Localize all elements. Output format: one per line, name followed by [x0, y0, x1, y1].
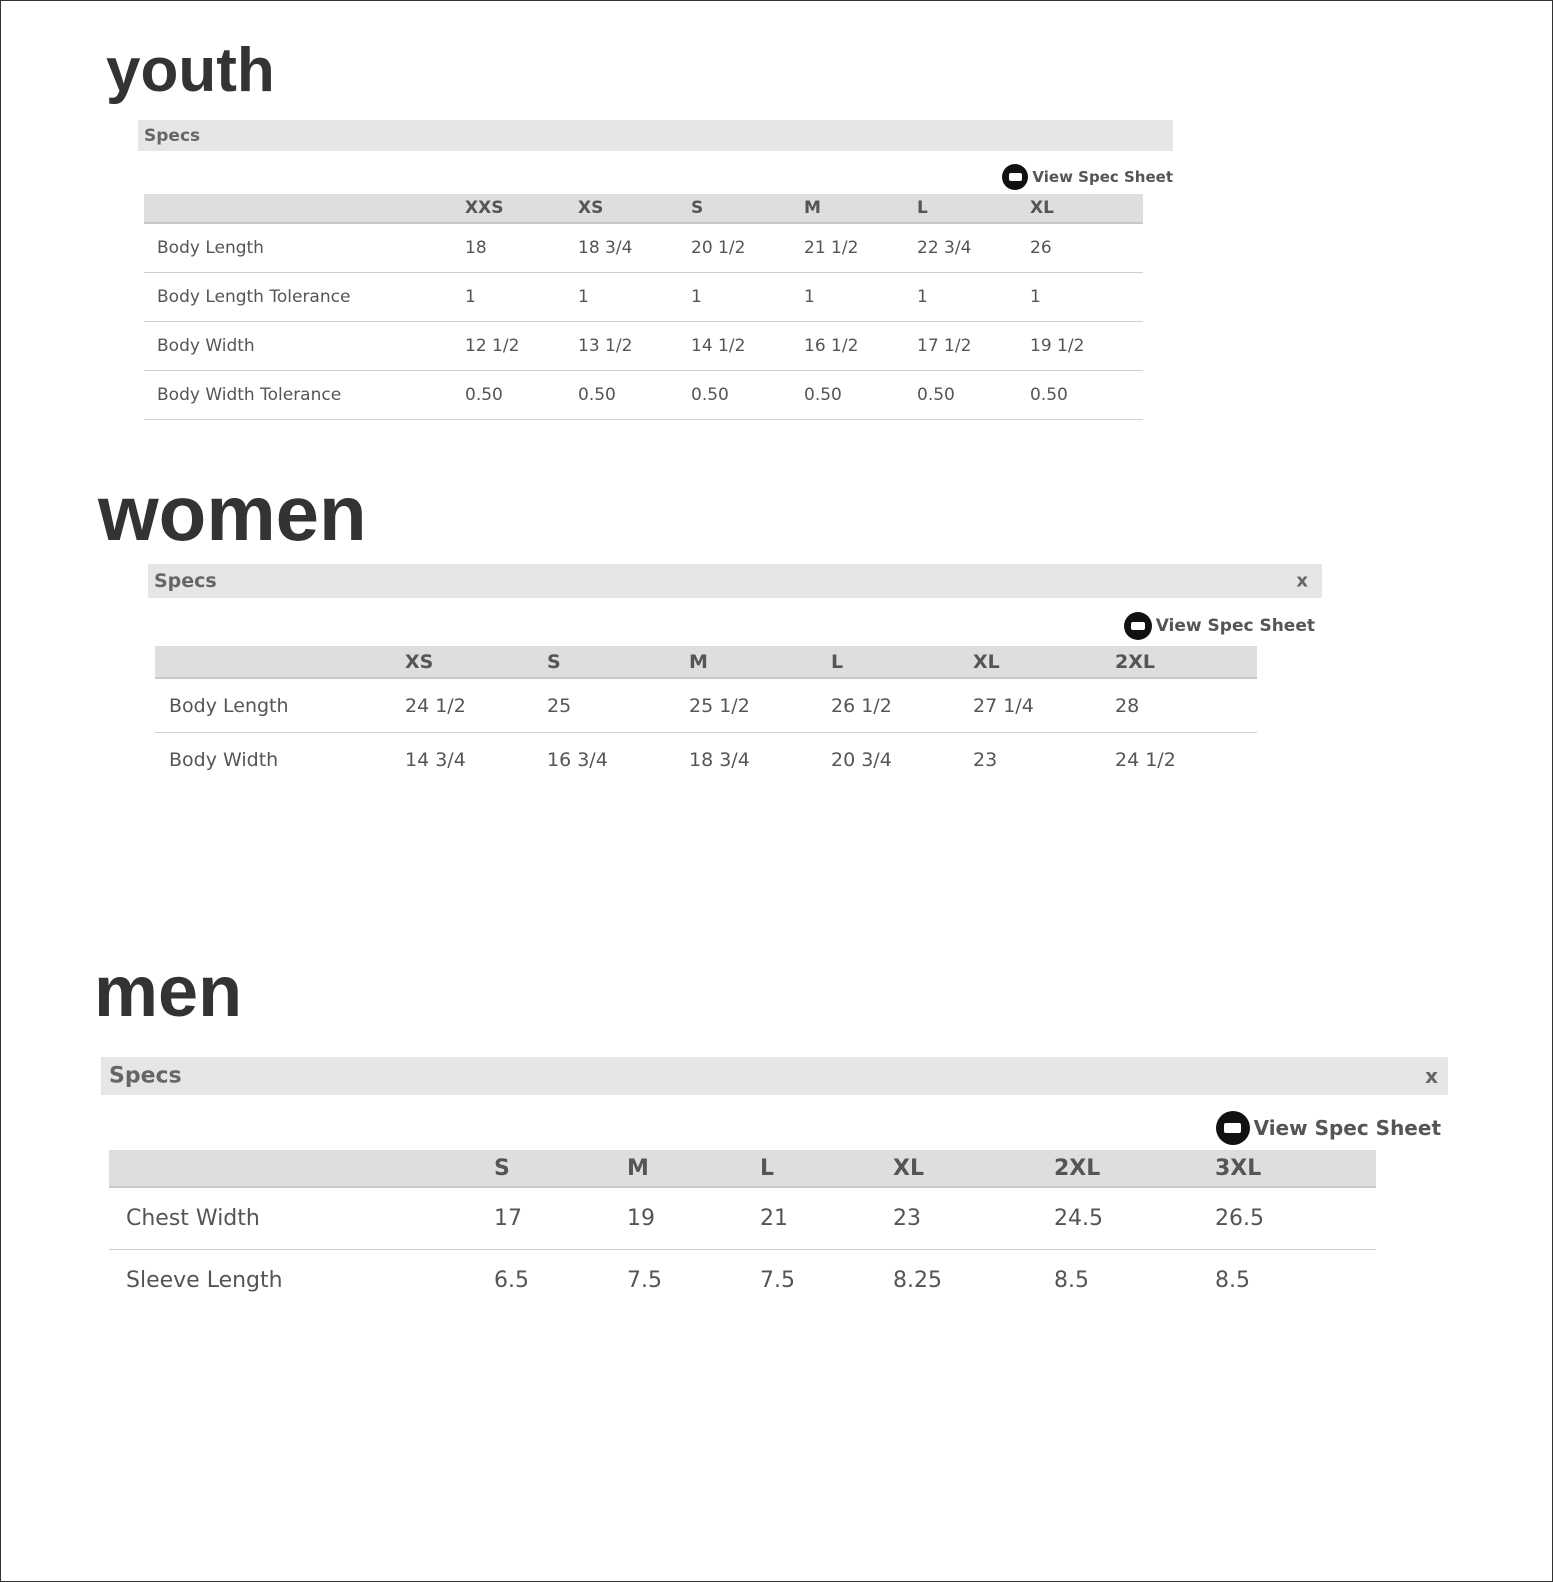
women-specs-panel: [148, 564, 1322, 914]
table-row: [109, 1187, 1376, 1250]
table-cell: 25 1/2: [689, 678, 831, 733]
table-row: [144, 223, 1143, 273]
table-cell: 1: [691, 273, 804, 322]
table-cell: 17 1/2: [917, 322, 1030, 371]
table-cell: 24 1/2: [405, 678, 547, 733]
row-label: Chest Width: [109, 1187, 494, 1250]
column-header: S: [691, 194, 804, 223]
row-label: Body Length Tolerance: [144, 273, 465, 322]
table-row: [155, 733, 1257, 787]
table-cell: 0.50: [1030, 371, 1143, 420]
row-label: Body Width Tolerance: [144, 371, 465, 420]
women-specs-header: [148, 564, 1322, 598]
table-cell: 20 3/4: [831, 748, 892, 771]
table-cell: 7.5: [760, 1268, 795, 1293]
table-cell: 6.5: [494, 1268, 529, 1293]
table-cell: 16 1/2: [804, 322, 917, 371]
women-view-spec-sheet-link[interactable]: [1124, 612, 1315, 640]
women-heading: women: [98, 469, 367, 557]
table-row: [155, 678, 1257, 733]
table-cell: 18: [465, 223, 578, 273]
table-cell: 18 3/4: [578, 223, 691, 273]
table-cell: 0.50: [804, 371, 917, 420]
column-header: [109, 1150, 494, 1187]
table-cell: 26: [1030, 223, 1143, 273]
column-header: XS: [578, 194, 691, 223]
table-cell: 22 3/4: [917, 223, 1030, 273]
row-label: Body Length: [144, 223, 465, 273]
table-cell: 27 1/4: [973, 678, 1115, 733]
table-cell: 26.5: [1215, 1187, 1376, 1250]
youth-specs-panel: [138, 120, 1173, 440]
table-cell: 21: [760, 1187, 893, 1250]
table-row: [144, 371, 1143, 420]
table-cell: 21 1/2: [804, 223, 917, 273]
men-specs-header: [101, 1057, 1448, 1095]
table-cell: 18 3/4: [689, 748, 750, 771]
column-header: M: [627, 1150, 760, 1187]
table-cell: 1: [1030, 273, 1143, 322]
row-label: Body Width: [144, 322, 465, 371]
table-cell: 0.50: [465, 371, 578, 420]
table-cell: 24.5: [1054, 1187, 1215, 1250]
column-header: L: [831, 646, 973, 678]
youth-view-spec-sheet-link[interactable]: [1002, 164, 1173, 190]
table-cell: 0.50: [917, 371, 1030, 420]
table-header-row: [144, 194, 1143, 223]
table-header-row: [109, 1150, 1376, 1187]
table-cell: 25: [547, 678, 689, 733]
column-header: [144, 194, 465, 223]
women-spec-table: [155, 646, 1257, 786]
table-cell: 1: [804, 273, 917, 322]
table-cell: 14 3/4: [405, 748, 466, 771]
column-header: XL: [973, 646, 1115, 678]
table-row: [109, 1250, 1376, 1312]
row-label: Body Length: [155, 678, 405, 733]
column-header: 3XL: [1215, 1150, 1376, 1187]
column-header: XL: [1030, 194, 1143, 223]
row-label: Sleeve Length: [126, 1268, 283, 1293]
column-header: M: [804, 194, 917, 223]
close-icon[interactable]: x: [1425, 1064, 1438, 1088]
close-icon[interactable]: x: [1296, 570, 1308, 592]
table-cell: 1: [917, 273, 1030, 322]
youth-specs-header: [138, 120, 1173, 151]
table-cell: 1: [465, 273, 578, 322]
women-specs-title: Specs: [154, 570, 217, 592]
youth-view-spec-sheet-label: View Spec Sheet: [1032, 168, 1173, 186]
column-header: S: [547, 646, 689, 678]
column-header: M: [689, 646, 831, 678]
men-view-spec-sheet-link[interactable]: [1216, 1111, 1441, 1145]
table-cell: 0.50: [691, 371, 804, 420]
pdf-icon: [1002, 164, 1028, 190]
table-cell: 28: [1115, 678, 1257, 733]
table-cell: 16 3/4: [547, 748, 608, 771]
men-view-spec-sheet-label: View Spec Sheet: [1253, 1116, 1441, 1140]
table-cell: 24 1/2: [1115, 748, 1176, 771]
table-cell: 23: [893, 1187, 1054, 1250]
table-row: [144, 322, 1143, 371]
table-cell: 8.5: [1215, 1268, 1250, 1293]
table-cell: 14 1/2: [691, 322, 804, 371]
table-cell: 13 1/2: [578, 322, 691, 371]
table-cell: 23: [973, 748, 998, 771]
table-cell: 20 1/2: [691, 223, 804, 273]
men-heading: men: [94, 952, 243, 1032]
column-header: S: [494, 1150, 627, 1187]
table-cell: 19: [627, 1187, 760, 1250]
column-header: XXS: [465, 194, 578, 223]
pdf-icon: [1124, 612, 1152, 640]
youth-heading: youth: [106, 36, 275, 105]
table-cell: 8.25: [893, 1268, 942, 1293]
table-cell: 17: [494, 1187, 627, 1250]
table-header-row: [155, 646, 1257, 678]
column-header: 2XL: [1054, 1150, 1215, 1187]
table-cell: 0.50: [578, 371, 691, 420]
men-spec-table: [109, 1150, 1376, 1311]
pdf-icon: [1216, 1111, 1250, 1145]
column-header: [155, 646, 405, 678]
column-header: L: [917, 194, 1030, 223]
table-cell: 7.5: [627, 1268, 662, 1293]
men-specs-title: Specs: [109, 1063, 182, 1089]
youth-spec-table: [144, 194, 1143, 420]
table-row: [144, 273, 1143, 322]
table-cell: 8.5: [1054, 1268, 1089, 1293]
youth-specs-title: Specs: [144, 125, 201, 146]
men-specs-panel: [101, 1057, 1448, 1417]
row-label: Body Width: [169, 748, 279, 771]
column-header: XS: [405, 646, 547, 678]
women-view-spec-sheet-label: View Spec Sheet: [1155, 616, 1315, 636]
table-cell: 12 1/2: [465, 322, 578, 371]
table-cell: 19 1/2: [1030, 322, 1143, 371]
table-cell: 26 1/2: [831, 678, 973, 733]
column-header: XL: [893, 1150, 1054, 1187]
table-cell: 1: [578, 273, 691, 322]
column-header: L: [760, 1150, 893, 1187]
column-header: 2XL: [1115, 646, 1257, 678]
